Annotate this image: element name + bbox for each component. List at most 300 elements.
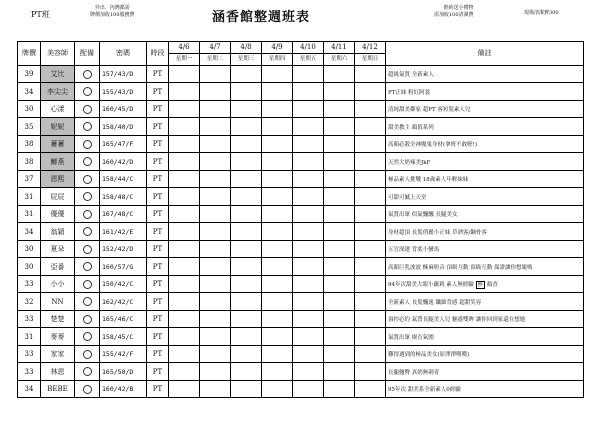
day-cell	[169, 171, 200, 188]
day-cell	[200, 118, 231, 136]
note-text: 身材超頂 長髮俏麗小正妹 草酒客/鋼骨客	[388, 229, 487, 236]
stylist-name-cell: 亞番	[41, 258, 75, 276]
day-cell	[200, 188, 231, 206]
day-cell	[262, 223, 293, 241]
day-weekday-header: 星期一	[169, 54, 200, 66]
day-date-header: 4/6	[169, 42, 200, 54]
card-price-cell: 31	[18, 188, 41, 206]
day-cell	[355, 258, 386, 276]
day-cell	[324, 206, 355, 223]
day-cell	[262, 66, 293, 83]
day-cell	[169, 206, 200, 223]
column-header-card: 牌價	[18, 42, 41, 66]
day-cell	[324, 171, 355, 188]
stylist-name-cell: 鯽燕	[41, 153, 75, 171]
day-cell	[231, 328, 262, 346]
stylist-name-cell: 林恩	[41, 363, 75, 381]
day-cell	[231, 258, 262, 276]
table-row	[18, 363, 584, 381]
day-cell	[200, 241, 231, 258]
header-note-left-line1: 外出．內灣都需	[94, 5, 130, 11]
day-cell	[231, 136, 262, 153]
card-price-cell: 31	[18, 206, 41, 223]
circle-mark-icon	[83, 210, 92, 219]
note-cell	[386, 171, 584, 188]
day-cell	[293, 328, 324, 346]
slot-cell: PT	[147, 153, 169, 171]
day-cell	[324, 381, 355, 398]
day-cell	[293, 153, 324, 171]
note-text: 超級氣質 全新素人	[388, 72, 434, 78]
day-cell	[169, 66, 200, 83]
day-cell	[324, 241, 355, 258]
day-cell	[293, 188, 324, 206]
day-cell	[200, 328, 231, 346]
day-weekday-header: 星期六	[324, 54, 355, 66]
day-cell	[231, 311, 262, 328]
day-cell	[293, 171, 324, 188]
code-cell: 160/57/G	[100, 258, 147, 276]
header-note-left	[90, 5, 135, 19]
note-text: 五官深邃 背底小蠻馬	[388, 247, 440, 253]
note-cell	[386, 223, 584, 241]
code-cell: 157/43/D	[100, 66, 147, 83]
assign-cell	[75, 346, 100, 363]
day-cell	[231, 206, 262, 223]
table-row	[18, 381, 584, 398]
slot-cell: PT	[147, 83, 169, 101]
note-cell	[386, 363, 584, 381]
slot-cell: PT	[147, 276, 169, 293]
note-cell	[386, 241, 584, 258]
day-cell	[231, 381, 262, 398]
day-cell	[355, 276, 386, 293]
circle-mark-icon	[83, 297, 92, 306]
table-row	[18, 311, 584, 328]
stylist-name-cell: 屁屁	[41, 188, 75, 206]
note-text: 全新素人 長髮飄逸 纖細背感 超甜笑容	[388, 299, 482, 306]
circle-mark-icon	[83, 350, 92, 359]
day-cell	[293, 363, 324, 381]
stylist-name-cell: 麥麥	[41, 328, 75, 346]
day-cell	[324, 293, 355, 311]
note-cell	[386, 206, 584, 223]
day-cell	[355, 346, 386, 363]
slot-cell: PT	[147, 118, 169, 136]
day-weekday-header: 星期日	[355, 54, 386, 66]
circle-mark-icon	[83, 332, 92, 341]
stylist-name-cell: BEBE	[41, 381, 75, 398]
column-header-notes: 備註	[386, 42, 584, 66]
table-row	[18, 328, 584, 346]
note-text: 清純甜美鄰家 超PT 客短髮素人兒	[388, 107, 471, 113]
day-cell	[355, 101, 386, 118]
stylist-name-cell: 妮妮	[41, 118, 75, 136]
day-cell	[231, 276, 262, 293]
day-cell	[355, 311, 386, 328]
note-text: 難得遇到的極品美女(原澤澤嘆嘆)	[388, 352, 470, 358]
day-cell	[200, 311, 231, 328]
day-cell	[262, 346, 293, 363]
circle-mark-icon	[83, 227, 92, 236]
card-price-cell: 30	[18, 101, 41, 118]
slot-cell: PT	[147, 328, 169, 346]
day-date-header: 4/10	[293, 42, 324, 54]
day-cell	[231, 346, 262, 363]
note-cell	[386, 188, 584, 206]
code-cell: 158/44/C	[100, 171, 147, 188]
day-cell	[200, 293, 231, 311]
code-cell: 160/45/D	[100, 101, 147, 118]
day-cell	[293, 83, 324, 101]
day-cell	[324, 153, 355, 171]
header-note-right-line1: 推約送小禮物	[443, 5, 474, 11]
table-row	[18, 241, 584, 258]
day-cell	[355, 241, 386, 258]
note-text: 高顏巨乳波波 酥麻奶音 頂級互動 頂級互動 保證讓你想壞嗎	[388, 264, 533, 271]
note-cell	[386, 328, 584, 346]
day-cell	[262, 188, 293, 206]
code-cell: 165/50/D	[100, 363, 147, 381]
day-cell	[169, 276, 200, 293]
day-cell	[200, 381, 231, 398]
assign-cell	[75, 136, 100, 153]
card-price-cell: 30	[18, 258, 41, 276]
day-weekday-header: 星期四	[262, 54, 293, 66]
slot-cell: PT	[147, 241, 169, 258]
day-cell	[262, 153, 293, 171]
day-cell	[355, 153, 386, 171]
day-cell	[262, 171, 293, 188]
day-cell	[262, 258, 293, 276]
day-cell	[169, 381, 200, 398]
header-note-left-line2: 牌價加收100服務費	[90, 12, 135, 18]
card-price-cell: 34	[18, 381, 41, 398]
day-cell	[324, 118, 355, 136]
day-cell	[169, 346, 200, 363]
circle-mark-icon	[83, 157, 92, 166]
note-text: PT正妹 粉紅阿裳	[388, 89, 431, 96]
day-cell	[231, 66, 262, 83]
day-cell	[262, 293, 293, 311]
slot-cell: PT	[147, 293, 169, 311]
slot-cell: PT	[147, 346, 169, 363]
day-cell	[324, 363, 355, 381]
table-row	[18, 153, 584, 171]
assign-cell	[75, 381, 100, 398]
assign-cell	[75, 206, 100, 223]
table-row	[18, 83, 584, 101]
day-cell	[200, 136, 231, 153]
assign-cell	[75, 101, 100, 118]
column-header-assign: 配備	[75, 42, 100, 66]
slot-cell: PT	[147, 101, 169, 118]
day-cell	[169, 223, 200, 241]
day-cell	[355, 293, 386, 311]
day-cell	[262, 241, 293, 258]
day-cell	[200, 206, 231, 223]
day-cell	[169, 328, 200, 346]
day-cell	[169, 83, 200, 101]
day-cell	[200, 363, 231, 381]
table-row	[18, 66, 584, 83]
day-cell	[169, 136, 200, 153]
day-cell	[231, 363, 262, 381]
code-cell: 158/45/C	[100, 328, 147, 346]
assign-cell	[75, 153, 100, 171]
assign-cell	[75, 276, 100, 293]
day-cell	[293, 206, 324, 223]
note-tag: 無	[477, 281, 483, 288]
day-weekday-header: 星期五	[293, 54, 324, 66]
note-text: 長腿翹臀 真奶無刺青	[388, 369, 440, 376]
note-text: 高顏必殺全神魔鬼身材(拿班不敢喔!)	[388, 142, 478, 148]
circle-mark-icon	[83, 245, 92, 254]
card-price-cell: 35	[18, 118, 41, 136]
day-cell	[231, 118, 262, 136]
code-cell: 160/42/B	[100, 381, 147, 398]
day-cell	[231, 223, 262, 241]
day-cell	[200, 153, 231, 171]
day-cell	[355, 66, 386, 83]
day-cell	[293, 66, 324, 83]
assign-cell	[75, 171, 100, 188]
note-text: 極品素人挑戰 18歲素人年輕妹妹	[388, 177, 469, 183]
note-cell	[386, 311, 584, 328]
day-cell	[262, 363, 293, 381]
day-cell	[231, 241, 262, 258]
day-cell	[169, 188, 200, 206]
day-cell	[231, 101, 262, 118]
circle-mark-icon	[83, 105, 92, 114]
table-row	[18, 346, 584, 363]
note-text: 甜美教主 顏值系列	[388, 124, 434, 131]
day-cell	[355, 83, 386, 101]
day-cell	[355, 118, 386, 136]
header-note-right-line2: 需加收100清潔費	[434, 12, 474, 18]
day-cell	[200, 276, 231, 293]
note-text: 氣質出眾 似氣飄飄 長腿美女	[388, 212, 458, 218]
assign-cell	[75, 258, 100, 276]
day-cell	[293, 118, 324, 136]
day-cell	[200, 346, 231, 363]
slot-cell: PT	[147, 258, 169, 276]
day-cell	[231, 171, 262, 188]
weekly-schedule-table	[17, 41, 584, 398]
day-cell	[293, 258, 324, 276]
day-cell	[169, 258, 200, 276]
stylist-name-cell: 小小	[41, 276, 75, 293]
day-cell	[231, 188, 262, 206]
code-cell: 161/42/E	[100, 223, 147, 241]
assign-cell	[75, 66, 100, 83]
day-cell	[293, 381, 324, 398]
day-cell	[169, 311, 200, 328]
card-price-cell: 39	[18, 66, 41, 83]
day-cell	[169, 241, 200, 258]
day-cell	[324, 258, 355, 276]
assign-cell	[75, 293, 100, 311]
note-cell	[386, 293, 584, 311]
slot-cell: PT	[147, 136, 169, 153]
day-cell	[262, 118, 293, 136]
note-text: 95年次 甜美系全新素人0經驗	[388, 387, 461, 393]
stylist-name-cell: 李尖尖	[41, 83, 75, 101]
stylist-name-cell: 優優	[41, 206, 75, 223]
stylist-name-cell: 夏朵	[41, 241, 75, 258]
day-weekday-header: 星期二	[200, 54, 231, 66]
day-cell	[262, 276, 293, 293]
day-cell	[169, 118, 200, 136]
card-price-cell: 33	[18, 311, 41, 328]
circle-mark-icon	[83, 385, 92, 394]
day-weekday-header: 星期三	[231, 54, 262, 66]
card-price-cell: 33	[18, 276, 41, 293]
table-row	[18, 258, 584, 276]
circle-mark-icon	[83, 175, 92, 184]
stylist-name-cell: 翁穎	[41, 223, 75, 241]
day-cell	[262, 206, 293, 223]
day-cell	[355, 188, 386, 206]
code-cell: 158/40/D	[100, 118, 147, 136]
day-cell	[200, 83, 231, 101]
day-date-header: 4/7	[200, 42, 231, 54]
note-cell	[386, 153, 584, 171]
code-cell: 167/48/C	[100, 206, 147, 223]
day-cell	[262, 381, 293, 398]
card-price-cell: 38	[18, 153, 41, 171]
day-cell	[324, 346, 355, 363]
column-header-code: 密碼	[100, 42, 147, 66]
day-cell	[200, 258, 231, 276]
day-cell	[262, 328, 293, 346]
note-text: 頂控必約 氣質長腿美人兒 魅惑雙眸 讓你回到家還在想她	[388, 317, 526, 323]
day-cell	[169, 293, 200, 311]
day-cell	[355, 381, 386, 398]
day-cell	[355, 328, 386, 346]
card-price-cell: 33	[18, 346, 41, 363]
note-cell	[386, 83, 584, 101]
card-price-cell: 31	[18, 328, 41, 346]
day-date-header: 4/8	[231, 42, 262, 54]
assign-cell	[75, 118, 100, 136]
code-cell: 160/42/D	[100, 153, 147, 171]
circle-mark-icon	[83, 122, 92, 131]
day-cell	[324, 276, 355, 293]
stylist-name-cell: NN	[41, 293, 75, 311]
assign-cell	[75, 311, 100, 328]
note-text: 94年次甜美大眼小蘿莉 素人無經驗	[388, 281, 474, 288]
day-cell	[231, 153, 262, 171]
header-note-right	[434, 5, 474, 19]
assign-cell	[75, 328, 100, 346]
note-cell	[386, 101, 584, 118]
day-cell	[293, 223, 324, 241]
day-cell	[231, 83, 262, 101]
table-row	[18, 171, 584, 188]
slot-cell: PT	[147, 381, 169, 398]
stylist-name-cell: 艾比	[41, 66, 75, 83]
card-price-cell: 34	[18, 83, 41, 101]
assign-cell	[75, 83, 100, 101]
day-cell	[324, 223, 355, 241]
day-date-header: 4/9	[262, 42, 293, 54]
day-cell	[262, 136, 293, 153]
code-cell: 155/43/D	[100, 83, 147, 101]
circle-mark-icon	[83, 140, 92, 149]
circle-mark-icon	[83, 87, 92, 96]
table-row	[18, 101, 584, 118]
day-cell	[355, 171, 386, 188]
day-cell	[324, 136, 355, 153]
day-cell	[324, 83, 355, 101]
day-cell	[293, 346, 324, 363]
day-date-header: 4/11	[324, 42, 355, 54]
day-cell	[324, 328, 355, 346]
slot-cell: PT	[147, 223, 169, 241]
card-price-cell: 33	[18, 363, 41, 381]
day-cell	[355, 136, 386, 153]
day-cell	[324, 188, 355, 206]
column-header-stylist: 美容師	[41, 42, 75, 66]
code-cell: 165/47/F	[100, 136, 147, 153]
day-cell	[262, 83, 293, 101]
slot-cell: PT	[147, 171, 169, 188]
day-cell	[324, 66, 355, 83]
note-text: 可甜可膩上天堂	[388, 194, 427, 201]
cleaning-fee-note: 現場清潔費300	[524, 10, 559, 16]
day-cell	[200, 223, 231, 241]
note-cell	[386, 276, 584, 293]
circle-mark-icon	[83, 280, 92, 289]
stylist-name-cell: 楚楚	[41, 311, 75, 328]
circle-mark-icon	[83, 367, 92, 376]
stylist-name-cell: 蓄蓄	[41, 136, 75, 153]
table-row	[18, 206, 584, 223]
slot-cell: PT	[147, 66, 169, 83]
card-price-cell: 32	[18, 293, 41, 311]
class-label: PT班	[31, 10, 50, 19]
note-text: 氣質出眾 療育氣圍	[388, 334, 434, 341]
card-price-cell: 30	[18, 241, 41, 258]
code-cell: 158/48/C	[100, 188, 147, 206]
stylist-name-cell: 恩熙	[41, 171, 75, 188]
day-cell	[355, 363, 386, 381]
stylist-name-cell: 心漾	[41, 101, 75, 118]
note-cell	[386, 136, 584, 153]
day-cell	[200, 66, 231, 83]
slot-cell: PT	[147, 363, 169, 381]
day-cell	[200, 171, 231, 188]
day-cell	[293, 293, 324, 311]
table-row	[18, 188, 584, 206]
day-cell	[293, 136, 324, 153]
note-cell	[386, 258, 584, 276]
table-row	[18, 223, 584, 241]
day-cell	[262, 101, 293, 118]
code-cell: 155/42/F	[100, 346, 147, 363]
code-cell: 152/42/D	[100, 241, 147, 258]
note-cell	[386, 118, 584, 136]
slot-cell: PT	[147, 188, 169, 206]
assign-cell	[75, 363, 100, 381]
code-cell: 162/42/C	[100, 293, 147, 311]
day-cell	[169, 153, 200, 171]
stylist-name-cell: 家家	[41, 346, 75, 363]
note-cell	[386, 381, 584, 398]
day-cell	[355, 206, 386, 223]
note-text: 天然大奶辣美JkF	[388, 159, 431, 166]
